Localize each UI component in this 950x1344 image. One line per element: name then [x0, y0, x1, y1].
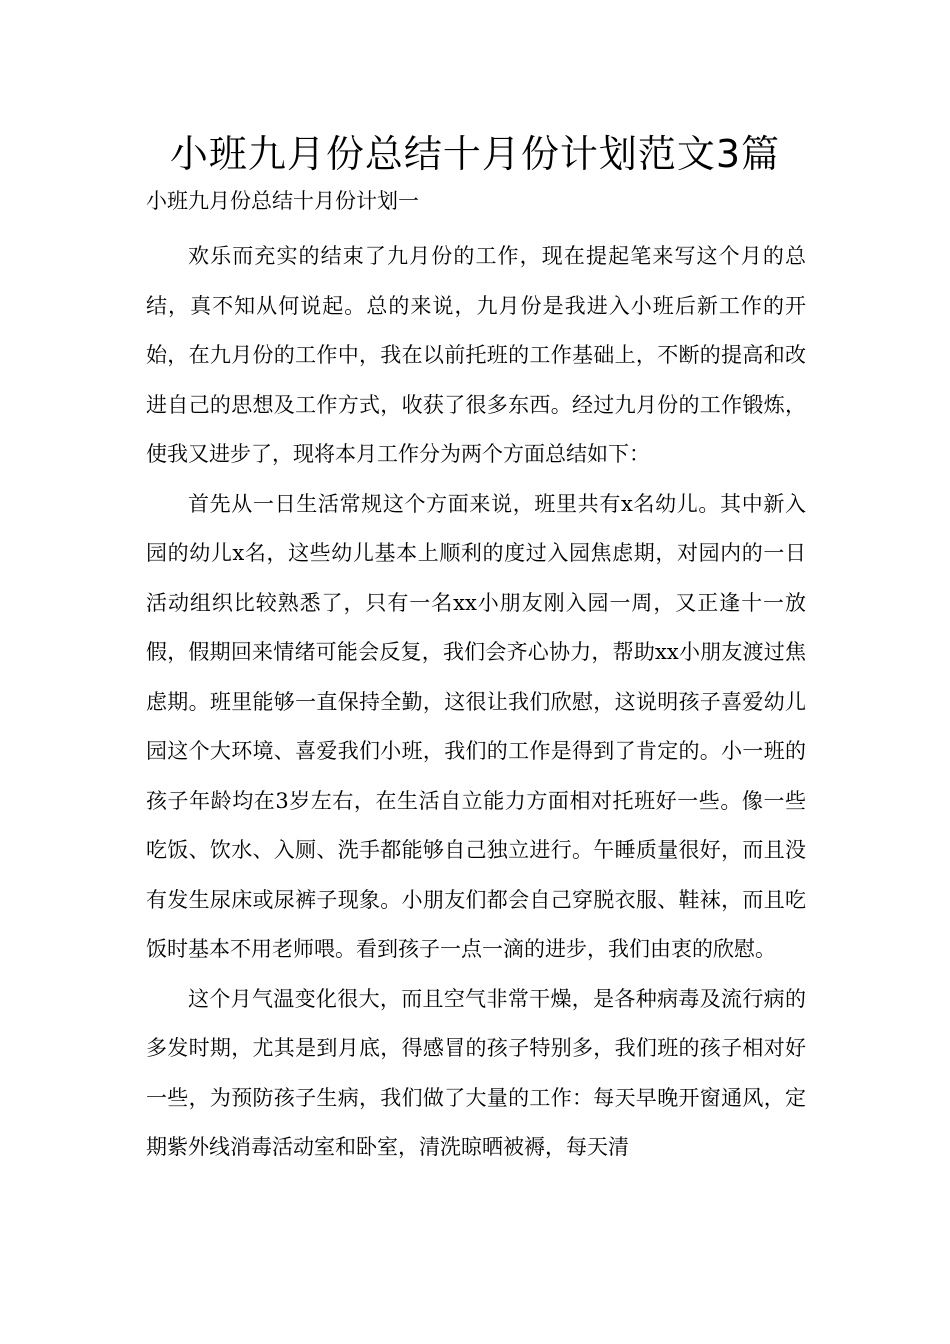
document-body [146, 232, 806, 1173]
section-heading: 小班九月份总结十月份计划一 [146, 189, 419, 213]
paragraph-1: 欢乐而充实的结束了九月份的工作，现在提起笔来写这个月的总结，真不知从何说起。总的来说，九月份是我进入小班后新工作的开始，在九月份的工作中，我在以前托班的工作基础上，不断的提高和改进自己的思想及工作方式，收获了很多东西。经过九月份的工作锻炼，使我又进步了，现将本月工作分为两个方面总结如下： [146, 244, 806, 466]
document-title: 小班九月份总结十月份计划范文3篇 [169, 132, 781, 176]
paragraph-3: 这个月气温变化很大，而且空气非常干燥，是各种病毒及流行病的多发时期，尤其是到月底，得感冒的孩子特别多，我们班的孩子相对好一些，为预防孩子生病，我们做了大量的工作：每天早晚开窗通风，定期紫外线消毒活动室和卧室，清洗晾晒被褥，每天清 [146, 986, 806, 1159]
paragraph-2: 首先从一日生活常规这个方面来说，班里共有x名幼儿。其中新入园的幼儿x名，这些幼儿基本上顺利的度过入园焦虑期，对园内的一日活动组织比较熟悉了，只有一名xx小朋友刚入园一周，又正逢十一放假，假期回来情绪可能会反复，我们会齐心协力，帮助xx小朋友渡过焦虑期。班里能够一直保持全勤，这很让我们欣慰，这说明孩子喜爱幼儿园这个大环境、喜爱我们小班，我们的工作是得到了肯定的。小一班的孩子年龄均在3岁左右，在生活自立能力方面相对托班好一些。像一些吃饭、饮水、入厕、洗手都能够自己独立进行。午睡质量很好，而且没有发生尿床或尿裤子现象。小朋友们都会自己穿脱衣服、鞋袜，而且吃饭时基本不用老师喂。看到孩子一点一滴的进步，我们由衷的欣慰。 [146, 491, 806, 961]
